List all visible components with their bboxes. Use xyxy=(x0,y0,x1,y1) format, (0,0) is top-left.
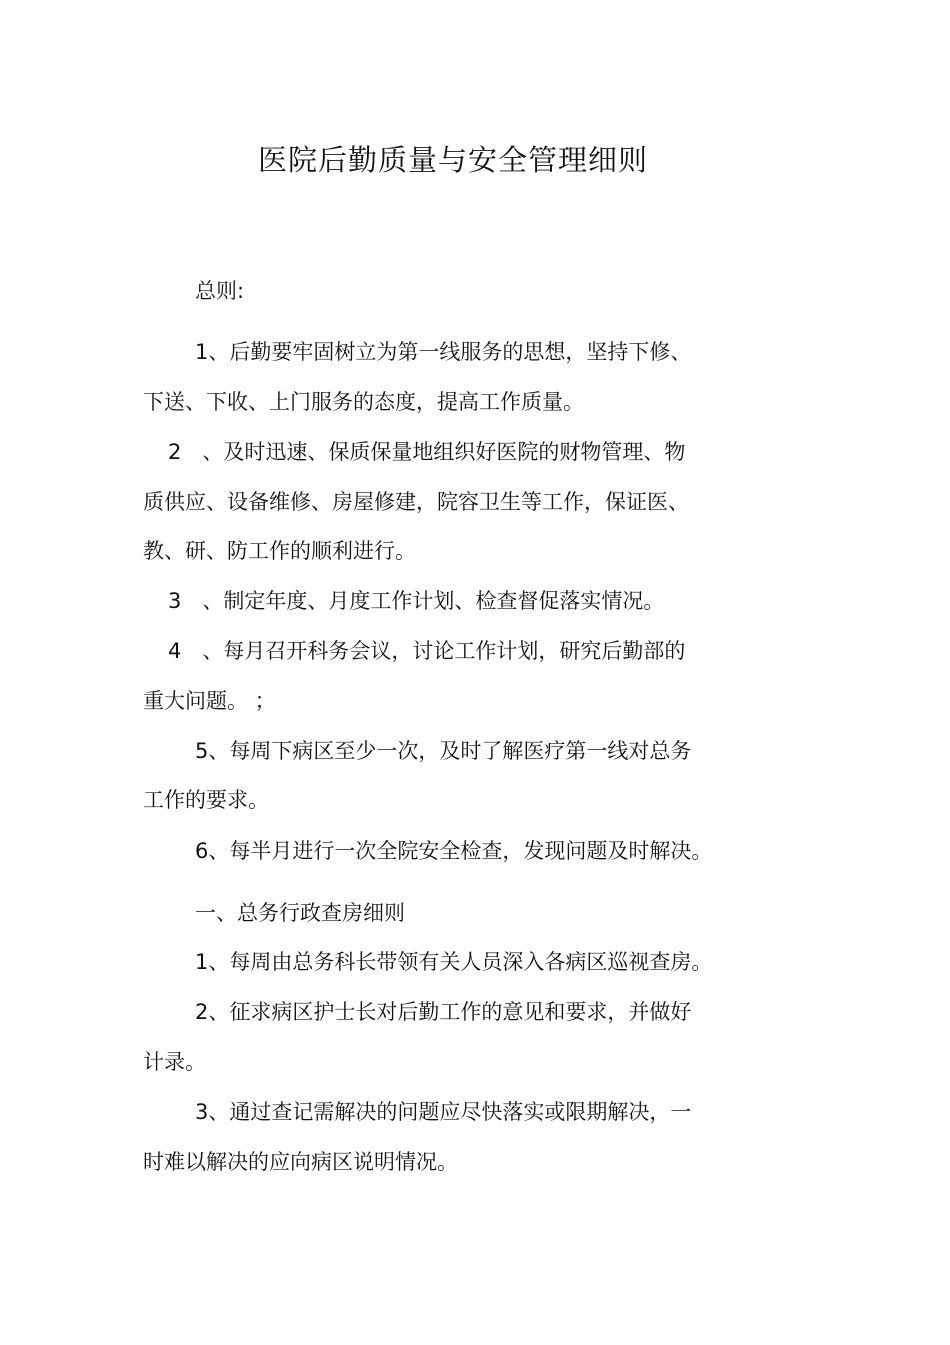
paragraph-line: 重大问题。 ； xyxy=(143,689,276,713)
paragraph-line: 2、征求病区护士长对后勤工作的意见和要求，并做好 xyxy=(195,1000,692,1024)
paragraph-line: 4 、每月召开科务会议，讨论工作计划，研究后勤部的 xyxy=(168,639,686,663)
paragraph-line: 1、后勤要牢固树立为第一线服务的思想，坚持下修、 xyxy=(195,340,692,364)
section-heading-general: 总则: xyxy=(195,279,245,303)
paragraph-line: 工作的要求。 xyxy=(143,788,269,812)
paragraph-line: 3、通过查记需解决的问题应尽快落实或限期解决，一 xyxy=(195,1100,692,1124)
paragraph-line: 3 、制定年度、月度工作计划、检查督促落实情况。 xyxy=(168,589,665,613)
paragraph-line: 计录。 xyxy=(143,1050,206,1074)
paragraph-line: 教、研、防工作的顺利进行。 xyxy=(143,539,416,563)
paragraph-line: 2 、及时迅速、保质保量地组织好医院的财物管理、物 xyxy=(168,440,686,464)
paragraph-line: 下送、下收、上门服务的态度，提高工作质量。 xyxy=(143,390,584,414)
paragraph-line: 6、每半月进行一次全院安全检查，发现问题及时解决。 xyxy=(195,839,713,863)
paragraph-line: 1、每周由总务科长带领有关人员深入各病区巡视查房。 xyxy=(195,950,713,974)
document-title: 医院后勤质量与安全管理细则 xyxy=(257,143,648,177)
paragraph-line: 时难以解决的应向病区说明情况。 xyxy=(143,1150,458,1174)
paragraph-line: 5、每周下病区至少一次，及时了解医疗第一线对总务 xyxy=(195,739,692,763)
section-heading: 一、总务行政查房细则 xyxy=(195,901,405,925)
paragraph-line: 质供应、设备维修、房屋修建，院容卫生等工作，保证医、 xyxy=(143,490,689,514)
